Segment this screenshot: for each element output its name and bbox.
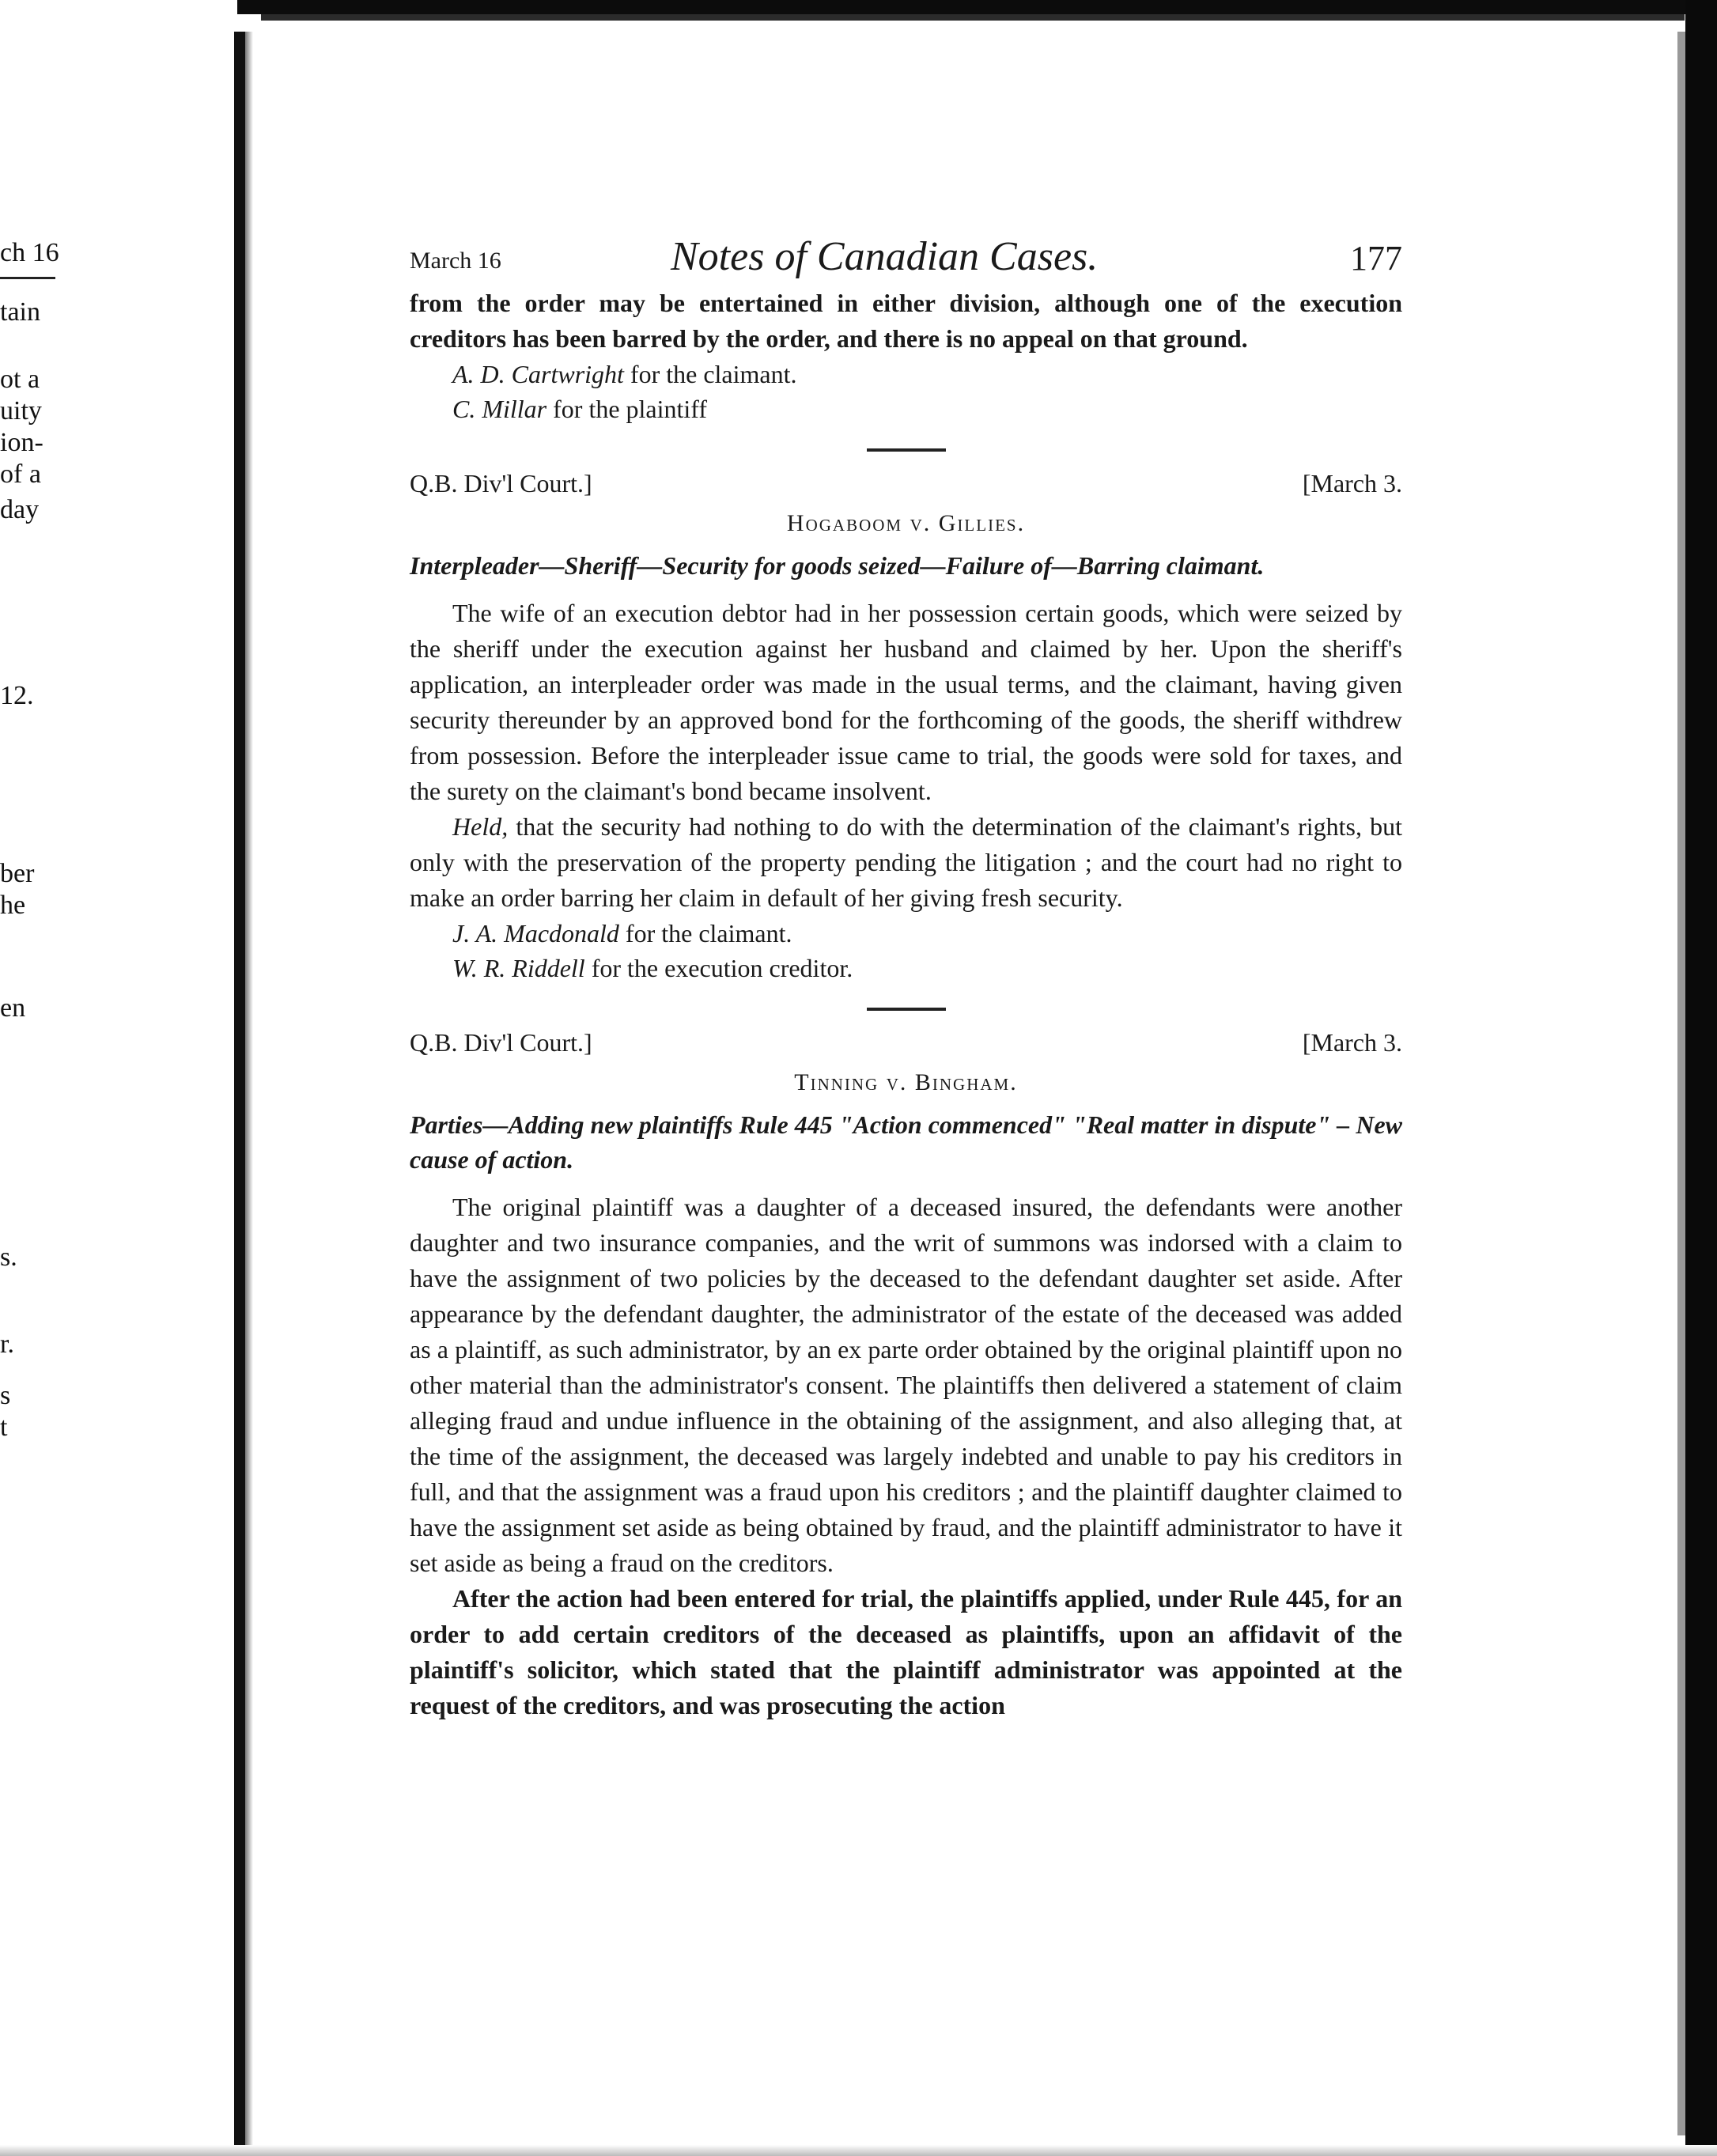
adjacent-page-fragment: uity — [0, 396, 42, 426]
case-holding — [410, 809, 1402, 916]
adjacent-page-rule — [0, 277, 55, 279]
section-divider — [867, 1008, 946, 1011]
running-header — [410, 233, 1402, 289]
counsel-role: for the claimant. — [623, 360, 797, 388]
adjacent-page-fragment: r. — [0, 1330, 14, 1359]
adjacent-page-fragment: t — [0, 1413, 8, 1442]
adjacent-page-fragment: en — [0, 993, 26, 1023]
adjacent-page-fragment: ber — [0, 859, 35, 888]
counsel-name: J. A. Macdonald — [452, 919, 619, 948]
case-paragraph: After the action had been entered for trial, the plaintiffs applied, under Rule 445, for an order to add certain creditors of the deceased as plaintiffs, upon an affidavit of the plaintiff's solicitor, which stated that the plaintiff administrator was appointed at the request of the creditors, and was prosecuting the action — [410, 1584, 1402, 1719]
counsel-name: W. R. Riddell — [452, 954, 585, 982]
case-date: [March 3. — [1302, 469, 1402, 497]
adjacent-page-fragment: 12. — [0, 681, 34, 710]
adjacent-page-fragment: ch 16 — [0, 238, 59, 267]
adjacent-page-fragment: ion- — [0, 428, 43, 457]
adjacent-page-fragment: day — [0, 495, 40, 524]
adjacent-page-fragment: of a — [0, 460, 41, 489]
case-date: [March 3. — [1302, 1028, 1402, 1057]
court-name: Q.B. Div'l Court.] — [410, 1028, 592, 1057]
holding-text: that the security had nothing to do with the determination of the claimant's rights, but only with the preservation of the property pending the litigation ; and the court had no right to make an order barring her claim in default of her giving fresh security. — [410, 812, 1402, 912]
book-spine — [234, 32, 245, 2156]
counsel-role: for the plaintiff — [546, 395, 708, 423]
adjacent-page-fragment: tain — [0, 297, 40, 327]
counsel-name: A. D. Cartwright — [452, 360, 624, 388]
case-headnote: Interpleader—Sheriff—Security for goods seized—Failure of—Barring claimant. — [410, 551, 1265, 580]
scan-edge-bottom — [0, 2145, 1717, 2156]
counsel-line — [452, 357, 1402, 391]
intro-paragraph: from the order may be entertained in either division, although one of the execution creditors has been barred by the order, and there is no appeal on that ground. — [410, 289, 1402, 353]
case-paragraph: The wife of an execution debtor had in her possession certain goods, which were seized by the sheriff under the execution against her husband and claimed by her. Upon the sheriff's application, an interpleader order was made in the usual terms, and the claimant, having given security thereunder by an approved bond for the forthcoming of the goods, the sheriff withdrew from possession. Before the interpleader issue came to trial, the goods were sold for taxes, and the surety on the claimant's bond became insolvent. — [410, 599, 1402, 805]
adjacent-page-fragment: s. — [0, 1243, 17, 1272]
court-line — [410, 1028, 1402, 1065]
court-name: Q.B. Div'l Court.] — [410, 469, 592, 497]
header-title: Notes of Canadian Cases. — [671, 234, 1099, 279]
scan-edge-top — [237, 0, 1717, 14]
adjacent-page-fragment: s — [0, 1381, 11, 1410]
adjacent-page-fragment: ot a — [0, 365, 40, 394]
counsel-line — [452, 951, 1402, 985]
counsel-role: for the claimant. — [618, 919, 792, 948]
adjacent-page-fragment: he — [0, 891, 26, 920]
case-paragraph: The original plaintiff was a daughter of a deceased insured, the defendants were another daughter and two insurance companies, and the writ of summons was indorsed with a claim to have the assignment of two policies by the deceased to the defendant daughter set aside. After appearance by the defendant daughter, the administrator of the estate of the deceased was added as a plaintiff, as such administrator, by an ex parte order obtained by the original plaintiff upon no other material than the administrator's consent. The plaintiffs then delivered a statement of claim alleging fraud and undue influence in the obtaining of the assignment, and also alleging that, at the time of the assignment, the deceased was largely indebted and unable to pay his creditors in full, and that the assignment was a fraud upon his creditors ; and the plaintiff daughter claimed to have the assignment set aside as being obtained by fraud, and the plaintiff administrator to have it set aside as being a fraud on the creditors. — [410, 1193, 1402, 1577]
section-divider — [867, 448, 946, 452]
case-headnote: Parties—Adding new plaintiffs Rule 445 "Action commenced" "Real matter in dispute" – New cause of action. — [410, 1110, 1402, 1174]
counsel-name: C. Millar — [452, 395, 547, 423]
counsel-line — [452, 391, 1402, 426]
case-title: Tinning v. Bingham. — [794, 1069, 1018, 1095]
scan-edge-right — [1685, 0, 1717, 2156]
page — [410, 233, 1402, 1723]
case-title: Hogaboom v. Gillies. — [786, 510, 1026, 536]
court-line — [410, 469, 1402, 505]
page-number: 177 — [1350, 239, 1402, 278]
header-date: March 16 — [410, 248, 501, 274]
scan-edge-right-inner — [1677, 32, 1685, 2135]
counsel-role: for the execution creditor. — [584, 954, 853, 982]
spine-shadow — [245, 32, 253, 2156]
counsel-line — [452, 916, 1402, 951]
scan-edge-top-inner — [261, 14, 1685, 21]
held-word: Held, — [452, 812, 509, 841]
